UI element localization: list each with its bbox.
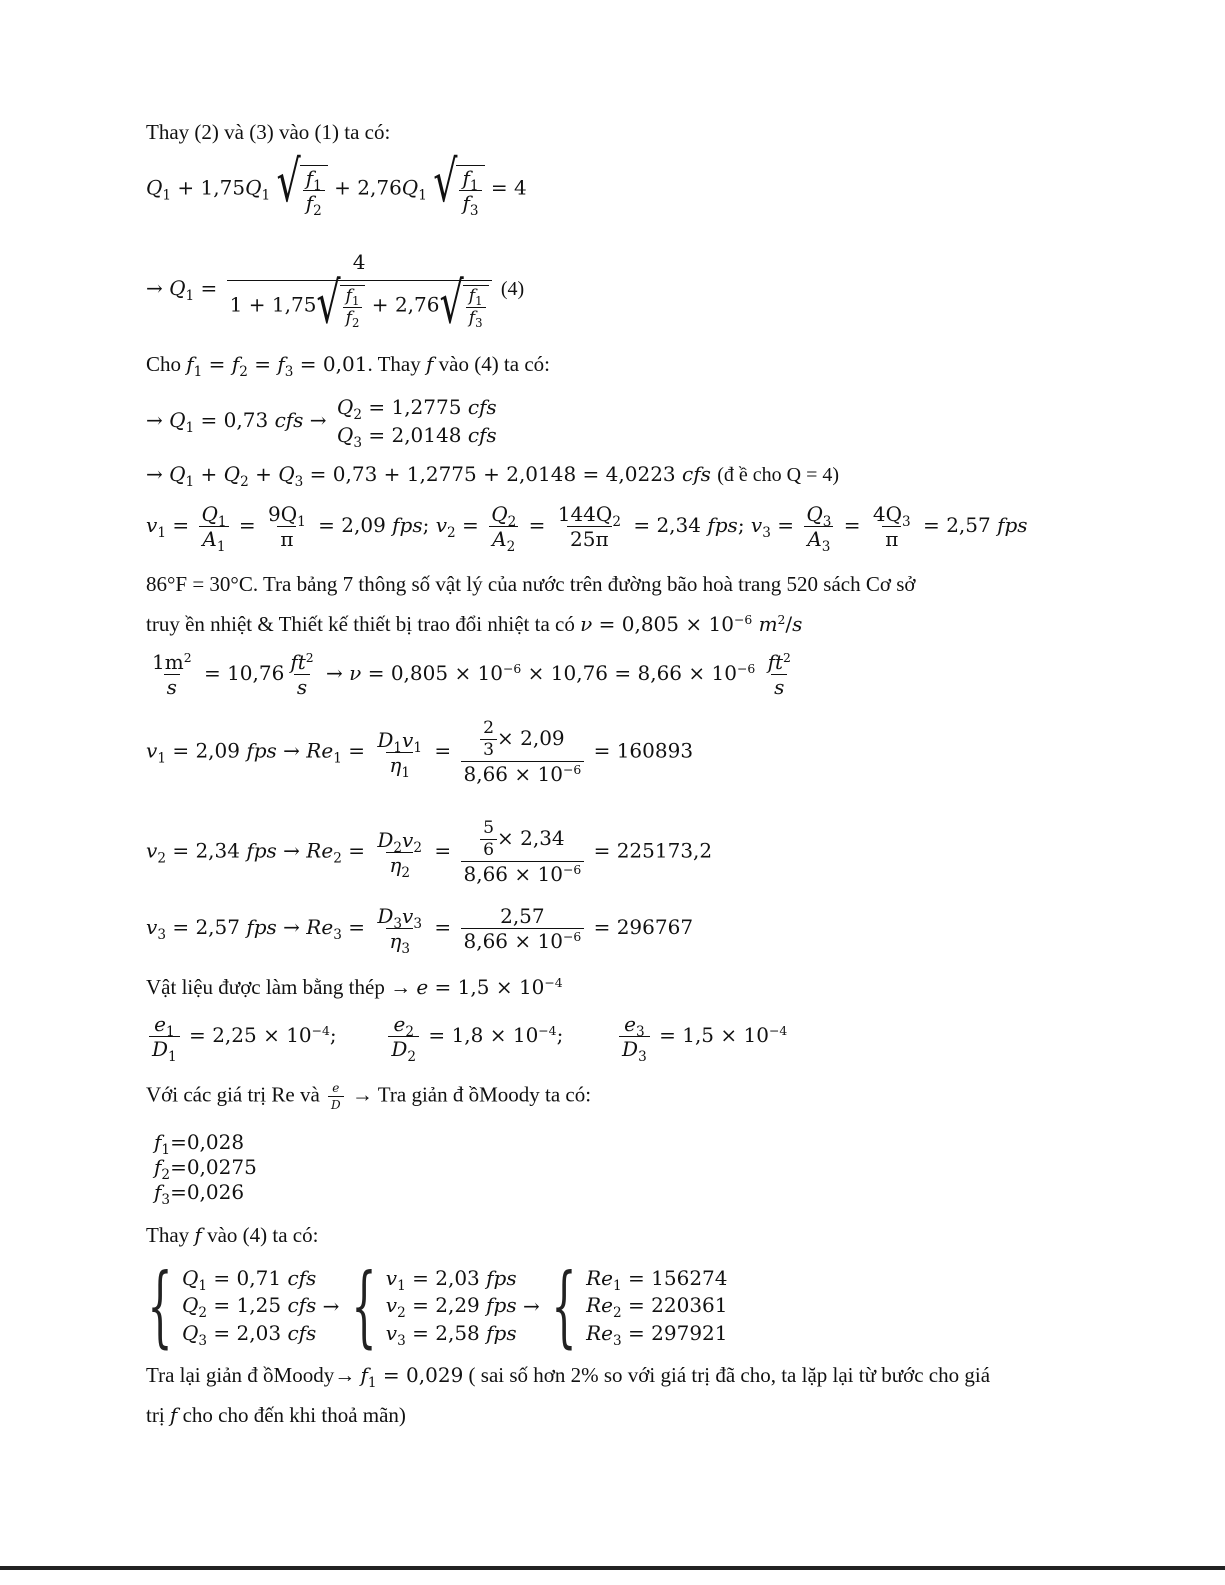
reynolds-3: $v_3 = 2,57$ fps → $Re_3$ = $\frac{D_3v_3}{\eta_3}$ = $\frac{2,57}{8,66 \times 10^{-6}}$ = 296767 [146, 904, 694, 957]
page-bottom-rule [0, 1566, 1225, 1570]
reynolds-2: $v_2 = 2,34$ fps → $Re_2$ = $\frac{D_2v_2}{\eta_2}$ = $\frac{5}{6}$ × 2,34 $8,66 \times 10^{-6}$ = 225173,2 [146, 818, 713, 887]
moody-lookup-text: Với các giá trị Re và $\frac{e}{D}$ → Tra giản đ ồMoody ta có: [146, 1081, 592, 1112]
assumption-line: Cho $f_1 = f_2 = f_3 = 0,01$. Thay f vào (4) ta có: [146, 352, 550, 380]
reynolds-1: $v_1 = 2,09$ fps → $Re_1$ = $\frac{D_1v_1}{\eta_1}$ = $\frac{2}{3}$ × 2,09 $8,66 \times 10^{-6}$ = 160893 [146, 718, 694, 787]
final-line-2: trị f cho cho đến khi thoả mãn) [146, 1403, 406, 1427]
temperature-text-line1: 86°F = 30°C. Tra bảng 7 thông số vật lý của nước trên đường bão hoà trang 520 sách Cơ sở [146, 572, 916, 596]
material-line: Vật liệu được làm bằng thép → $e = 1,5 \times 10^{-4}$ [146, 975, 563, 999]
iteration-system: { $Q_1 = 0,71$ cfs $Q_2 = 1,25$ cfs $Q_3 = 2,03$ cfs → { $v_1 = 2,03$ fps $v_2 = 2,29$ fps $v_3 = 2,58$ fps → { $Re_1 = 156274$ $Re_2 = 220361$ $Re_3 = 297921$ [147, 1254, 728, 1357]
q-results: → $Q_1 = 0,73$ cfs → $Q_2 = 1,2775$ cfs $Q_3 = 2,0148$ cfs [146, 395, 497, 451]
equation-4: → $Q_1$ = 4 1 + 1,75 √ $f_1$ $f_2$ + 2,76 √ $f_1$ $f_3$ (4) [146, 250, 525, 336]
temperature-text-line2: truy ền nhiệt & Thiết kế thiết bị trao đổi nhiệt ta có $\nu = 0,805 \times 10^{-6}$ $m^2/s$ [146, 612, 803, 636]
substitute-f-line: Thay f vào (4) ta có: [146, 1223, 319, 1247]
velocities-line: $v_1$ = $\frac{Q_1}{A_1}$ = $\frac{9Q_1}{\pi}$ = 2,09 fps; $v_2$ = $\frac{Q_2}{A_2}$ = $\frac{144Q_2}{25\pi}$ = 2,34 fps; $v_3$ = $\frac{Q_3}{A_3}$ = $\frac{4Q_3}{\pi}$ = 2,57 fps [146, 502, 1028, 555]
equation-main: $Q_1 + 1,75Q_1$ √ $f_1$ $f_2$ + $2,76Q_1$ √ $f_1$ $f_3$ = 4 [146, 148, 527, 219]
q-sum: → $Q_1 + Q_2 + Q_3 = 0,73 + 1,2775 + 2,0148 = 4,0223$ cfs (đ ề cho Q = 4) [146, 462, 840, 490]
intro-text: Thay (2) và (3) vào (1) ta có: [146, 120, 391, 144]
final-line-1: Tra lại giản đ ồMoody→ $f_1 = 0,029$ ( sai số hơn 2% so với giá trị đã cho, ta lặp lại từ bước cho giá [146, 1363, 991, 1391]
roughness-ratios: $\frac{e_1}{D_1}$ = $2,25 \times 10^{-4}$; $\frac{e_2}{D_2}$ = $1,8 \times 10^{-4}$; $\frac{e_3}{D_3}$ = $1,5 \times 10^{-4}$ [146, 1014, 787, 1059]
friction-values: $f_1=0,028$ $f_2=0,0275$ $f_3=0,026$ [154, 1130, 257, 1208]
unit-conversion: $\frac{1m^2}{s}$ = 10,76 $\frac{ft^2}{s}$ → $\nu = 0,805 \times 10^{-6} \times 10,76 = 8,66 \times 10^{-6}$ $\frac{ft^2}{s}$ [152, 650, 791, 699]
